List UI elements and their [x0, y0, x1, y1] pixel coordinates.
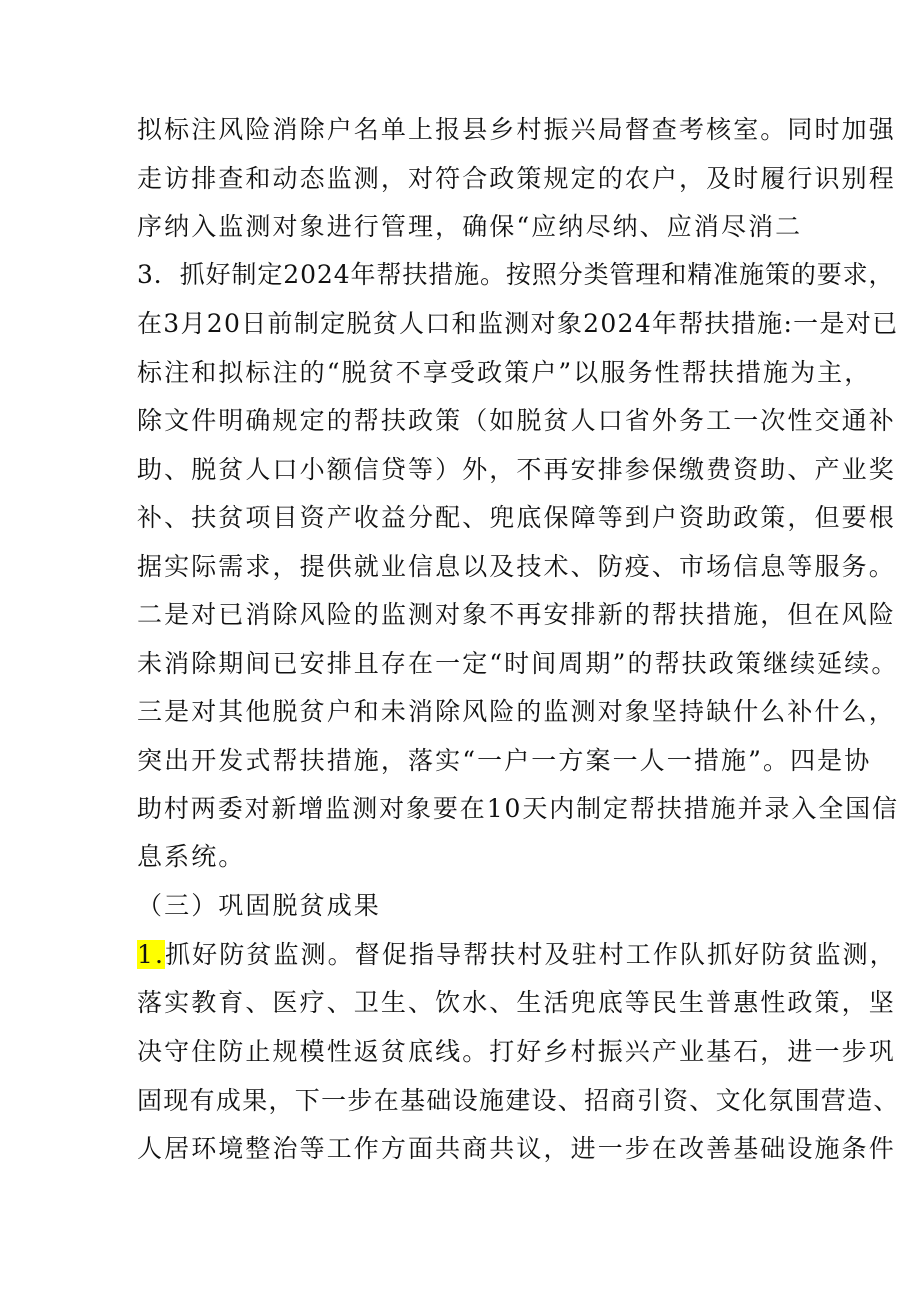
- list-item-1-line-4: 固现有成果，下一步在基础设施建设、招商引资、文化氛围营造、: [137, 1086, 900, 1115]
- body-line-9: 补、扶贫项目资产收益分配、兜底保障等到户资助政策，但要根: [137, 503, 896, 532]
- body-line-14: 突出开发式帮扶措施，落实“一户一方案一人一措施”。四是协: [137, 746, 872, 775]
- section-heading: （三）巩固脱贫成果: [137, 891, 381, 920]
- body-line-1: 拟标注风险消除户名单上报县乡村振兴局督查考核室。同时加强: [137, 115, 896, 144]
- body-line-12: 未消除期间已安排且存在一定“时间周期”的帮扶政策继续延续。: [137, 649, 899, 678]
- body-line-13: 三是对其他脱贫户和未消除风险的监测对象坚持缺什么补什么，: [137, 697, 896, 726]
- list-item-1-line-3: 决守住防止规模性返贫底线。打好乡村振兴产业基石，进一步巩: [137, 1037, 896, 1066]
- body-line-15: 助村两委对新增监测对象要在10天内制定帮扶措施并录入全国信: [137, 794, 899, 823]
- list-item-1-marker: 1.: [137, 940, 166, 969]
- body-line-7: 除文件明确规定的帮扶政策（如脱贫人口省外务工一次性交通补: [137, 406, 896, 435]
- body-line-4: 3．抓好制定2024年帮扶措施。按照分类管理和精准施策的要求，: [137, 260, 895, 289]
- list-item-1-line-2: 落实教育、医疗、卫生、饮水、生活兜底等民生普惠性政策，坚: [137, 988, 896, 1017]
- list-item-1-text: 抓好防贫监测。督促指导帮扶村及驻村工作队抓好防贫监测，: [165, 940, 897, 969]
- body-line-6: 标注和拟标注的“脱贫不享受政策户”以服务性帮扶措施为主，: [137, 358, 872, 387]
- body-line-16: 息系统。: [137, 842, 246, 871]
- body-line-11: 二是对已消除风险的监测对象不再安排新的帮扶措施，但在风险: [137, 600, 896, 629]
- body-line-5: 在3月20日前制定脱贫人口和监测对象2024年帮扶措施:一是对已: [137, 309, 899, 338]
- body-line-3: 序纳入监测对象进行管理，确保“应纳尽纳、应消尽消二: [137, 212, 803, 241]
- body-line-8: 助、脱贫人口小额信贷等）外，不再安排参保缴费资助、产业奖: [137, 455, 896, 484]
- body-line-2: 走访排查和动态监测，对符合政策规定的农户，及时履行识别程: [137, 164, 896, 193]
- list-item-1-first-line: [137, 932, 900, 978]
- list-item-1-line-5: 人居环境整治等工作方面共商共议，进一步在改善基础设施条件: [137, 1134, 896, 1163]
- body-line-10: 据实际需求，提供就业信息以及技术、防疫、市场信息等服务。: [137, 552, 896, 581]
